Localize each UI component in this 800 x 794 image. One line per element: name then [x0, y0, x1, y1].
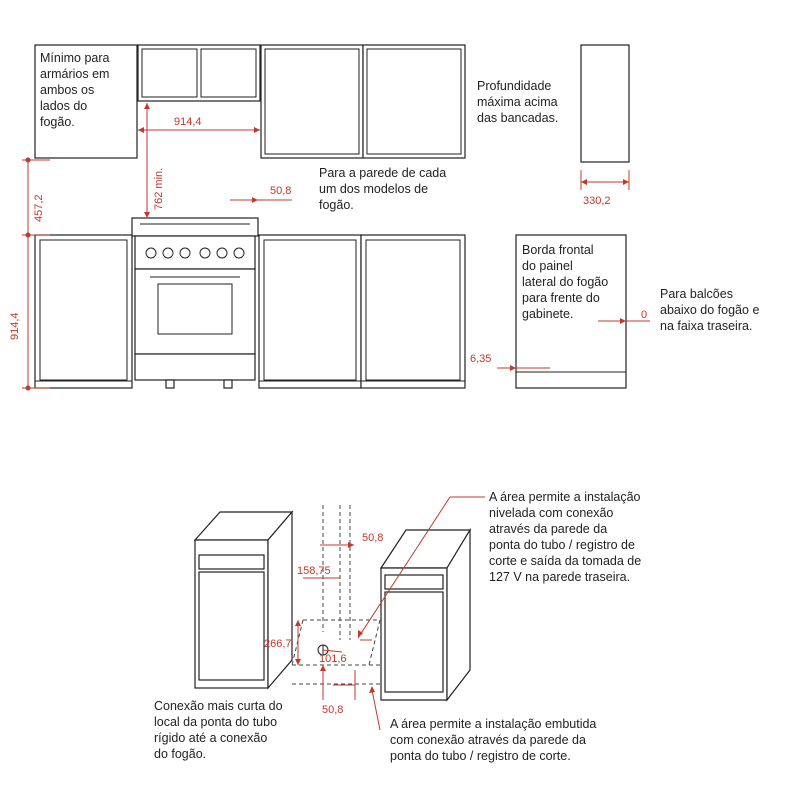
iso-cabinet-left	[195, 512, 292, 688]
range-stove	[132, 218, 258, 388]
note-flush-area: A área permite a instalação nivelada com conexão através da parede da ponta do tubo / registro de corte e saída da tomada de 127 V na parede traseira.	[489, 490, 642, 584]
note-wall-models: Para a parede de cada um dos modelos de fogão.	[319, 166, 447, 212]
note-recessed-area: A área permite a instalação embutida com conexão através da parede da ponta do tubo / registro de corte.	[390, 717, 597, 763]
dim-50-bottom: 50,8	[322, 704, 344, 716]
note-shortest-connection: Conexão mais curta do local da ponta do tubo rígido até a conexão do fogão.	[154, 699, 283, 761]
note-counters: Para balcões abaixo do fogão e na faixa traseira.	[660, 287, 760, 333]
dim-101-6: 101,6	[319, 653, 347, 665]
dim-50-right: 50,8	[362, 532, 384, 544]
dim-914-left: 914,4	[9, 312, 21, 340]
iso-cabinet-right	[381, 530, 470, 700]
side-upper-cabinet	[581, 45, 629, 162]
dim-158-75: 158,75	[297, 565, 331, 577]
lower-cabinet-right	[361, 235, 465, 388]
dim-330: 330,2	[583, 195, 611, 207]
dim-50-top: 50,8	[270, 185, 292, 197]
upper-cabinet-right	[363, 45, 465, 158]
dim-6-35: 6,35	[470, 353, 492, 365]
note-max-depth: Profundidade máxima acima das bancadas.	[477, 79, 559, 125]
upper-cabinet-mid	[261, 45, 363, 158]
range-hood-cabinet	[138, 45, 260, 101]
dim-0: 0	[641, 309, 648, 321]
note-front-edge: Borda frontal do painel lateral do fogão para frente do gabinete.	[522, 243, 609, 321]
dim-457: 457,2	[33, 194, 45, 222]
lower-cabinet-left	[35, 235, 132, 388]
lower-cabinet-mid	[259, 235, 361, 388]
note-min-cabinets: Mínimo para armários em ambos os lados do fogão.	[40, 51, 110, 129]
dim-914-top: 914,4	[174, 116, 202, 128]
dim-762-min: 762 min.	[153, 167, 165, 210]
dim-266-7: 266,7	[264, 638, 292, 650]
